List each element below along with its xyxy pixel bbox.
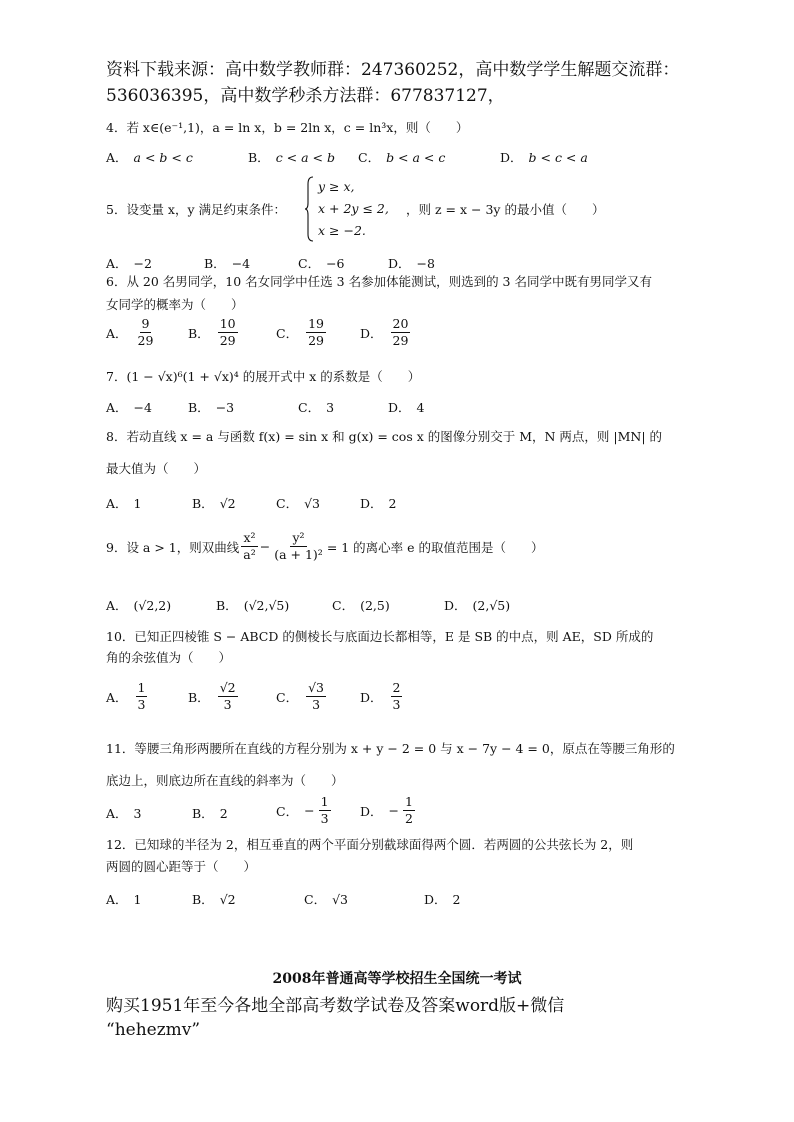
option-a: A． $\frac{9}{29}$ [106, 316, 154, 348]
fraction: $\frac{\text{y²}}{\text{(a + 1)²}}$ [274, 530, 323, 562]
option-c: C． 3 [298, 399, 335, 415]
option-a: A． −2 [106, 255, 152, 271]
option-d: D． 4 [388, 399, 425, 415]
question-12-line-1: 12．已知球的半径为 2，相互垂直的两个平面分别截球面得两个圆．若两圆的公共弦长为 2，则 [106, 837, 634, 852]
option-d: D． 2 [424, 891, 461, 907]
option-b: B． $\frac{10}{29}$ [188, 316, 236, 348]
option-d: D． $\frac{2}{3}$ [360, 680, 401, 712]
option-d: D． b < c < a [500, 149, 588, 165]
option-a: A． (√2,2) [106, 597, 172, 613]
option-d: D． − $\frac{1}{2}$ [360, 794, 413, 826]
constraint-2: x + 2y ≤ 2, [318, 201, 389, 216]
question-7-stem: 7．(1 − √x)⁶(1 + √x)⁴ 的展开式中 x 的系数是（ ） [106, 369, 421, 384]
question-10-line-2: 角的余弦值为（ ） [106, 650, 232, 665]
footer-line-1: 购买1951年至今各地全部高考数学试卷及答案word版+微信 [106, 996, 565, 1016]
question-10-line-1: 10．已知正四棱锥 S − ABCD 的侧棱长与底面边长都相等，E 是 SB 的中点，则 AE，SD 所成的 [106, 629, 654, 644]
option-d: D． 2 [360, 495, 397, 511]
constraint-1: y ≥ x, [318, 179, 355, 194]
brace-icon [304, 176, 314, 242]
option-a: A． 3 [106, 805, 142, 821]
question-11-line-1: 11．等腰三角形两腰所在直线的方程分别为 x + y − 2 = 0 与 x − 7y − 4 = 0，原点在等腰三角形的 [106, 741, 675, 756]
fraction: $\frac{1}{3}$ [320, 794, 329, 826]
question-6-line-1: 6．从 20 名男同学，10 名女同学中任选 3 名参加体能测试，则选到的 3 名同学中既有男同学又有 [106, 274, 652, 289]
fraction: $\frac{1}{3}$ [137, 680, 146, 712]
option-c: C． √3 [304, 891, 348, 907]
option-a: A． 1 [106, 891, 142, 907]
constraint-3: x ≥ −2. [318, 223, 366, 238]
question-11-line-2: 底边上，则底边所在直线的斜率为（ ） [106, 773, 344, 788]
exam-page: 资料下载来源：高中数学教师群：247360252，高中数学学生解题交流群： 536036395，高中数学秒杀方法群：677837127， 4．若 x∈(e⁻¹,1)，a = ln x，b = 2ln x，c = ln³x，则（ ） A． a < b < c B． c < a < b C． b < a < c D． b < c < a 5．设变量 x，y 满足约束条件： y ≥ x, x + 2y ≤ 2, x ≥ −2. ，则 z = x − 3y 的最小值（ ） A． −2 B． −4 C． −6 D． −8 6．从 20 名男同学，10 名女同学中任选 3 名参加体能测试，则选到的 3 名同学中既有男同学又有 女同学的概率为（ ） A． $\frac{9}{29}$ B． $\frac{10}{29}$ C． $\frac{19}{29}$ D． $\frac{20}{29}$ 7．(1 − √x)⁶(1 + √x)⁴ 的展开式中 x 的系数是（ ） A． −4 B． −3 C． 3 D． 4 8．若动直线 x = a 与函数 f(x) = sin x 和 g(x) = cos x 的图像分别交于 M，N 两点，则 |MN| 的 最大值为（ ） A． 1 B． √2 C． √3 D． 2 9．设 a > 1，则双曲线 $\frac{\text{x²}}{\text{a²}}$ − $\frac{\text{y²}}{\text{(a + 1)²}}$ = 1 的离心率 e 的取值范围是（ ） A． (√2,2) B． (√2,√5) C． (2,5) D． (2,√5) 10．已知正四棱锥 S − ABCD 的侧棱长与底面边长都相等，E 是 SB 的中点，则 AE，SD 所成的 角的余弦值为（ ） A． $\frac{1}{3}$ B． $\frac{√2}{3}$ C． $\frac{√3}{3}$ D． $\frac{2}{3}$ 11．等腰三角形两腰所在直线的方程分别为 x + y − 2 = 0 与 x − 7y − 4 = 0，原点在等腰三角形的 底边上，则底边所在直线的斜率为（ ） A． 3 B． 2 C． − $\frac{1}{3}$ D． − $\frac{1}{2}$ 12．已知球的半径为 2，相互垂直的两个平面分别截球面得两个圆．若两圆的公共弦长为 2，则 两圆的圆心距等于（ ） A． 1 B． √2 C． √3 D． 2 2008年普通高等学校招生全国统一考试 购买1951年至今各地全部高考数学试卷及答案word版+微信 “hehezmv” [0, 0, 794, 1122]
fraction: $\frac{2}{3}$ [392, 680, 401, 712]
question-6-line-2: 女同学的概率为（ ） [106, 297, 244, 312]
fraction: $\frac{1}{2}$ [405, 794, 413, 826]
option-d: D． (2,√5) [444, 597, 511, 613]
question-8-line-1: 8．若动直线 x = a 与函数 f(x) = sin x 和 g(x) = cos x 的图像分别交于 M，N 两点，则 |MN| 的 [106, 429, 663, 444]
option-b: B． √2 [192, 495, 236, 511]
fraction: $\frac{\text{x²}}{\text{a²}}$ [243, 530, 256, 562]
option-c: C． $\frac{√3}{3}$ [276, 680, 324, 712]
section-title: 2008年普通高等学校招生全国统一考试 [272, 971, 522, 987]
question-5-lead: 5．设变量 x，y 满足约束条件： [106, 202, 287, 217]
option-c: C． − $\frac{1}{3}$ [276, 794, 329, 826]
fraction: $\frac{√2}{3}$ [219, 680, 236, 712]
option-d: D． −8 [388, 255, 435, 271]
option-b: B． −4 [204, 255, 251, 271]
option-b: B． $\frac{√2}{3}$ [188, 680, 236, 712]
option-c: C． (2,5) [332, 597, 390, 613]
constraint-system [318, 176, 389, 242]
question-9-lead: 9．设 a > 1，则双曲线 [106, 539, 240, 555]
option-c: C． b < a < c [358, 149, 446, 165]
header-line-2: 536036395，高中数学秒杀方法群：677837127， [106, 86, 505, 106]
fraction: $\frac{19}{29}$ [308, 316, 324, 348]
option-a: A． 1 [106, 495, 142, 511]
option-c: C． √3 [276, 495, 320, 511]
question-5-tail: ，则 z = x − 3y 的最小值（ ） [406, 202, 605, 217]
option-c: C． $\frac{19}{29}$ [276, 316, 324, 348]
fraction: $\frac{20}{29}$ [392, 316, 409, 348]
footer-line-2: “hehezmv” [106, 1020, 201, 1040]
question-12-line-2: 两圆的圆心距等于（ ） [106, 859, 257, 874]
header-line-1: 资料下载来源：高中数学教师群：247360252，高中数学学生解题交流群： [106, 60, 680, 80]
fraction: $\frac{√3}{3}$ [308, 680, 324, 712]
option-c: C． −6 [298, 255, 345, 271]
fraction: $\frac{9}{29}$ [137, 316, 154, 348]
option-b: B． (√2,√5) [216, 597, 290, 613]
option-b: B． −3 [188, 399, 235, 415]
question-9-tail: = 1 的离心率 e 的取值范围是（ ） [326, 539, 544, 555]
option-d: D． $\frac{20}{29}$ [360, 316, 409, 348]
option-a: A． a < b < c [106, 149, 193, 165]
question-8-line-2: 最大值为（ ） [106, 461, 207, 476]
fraction: $\frac{10}{29}$ [219, 316, 236, 348]
option-b: B． c < a < b [248, 149, 335, 165]
option-b: B． 2 [192, 805, 228, 821]
question-4-stem: 4．若 x∈(e⁻¹,1)，a = ln x，b = 2ln x，c = ln³x，则（ ） [106, 120, 469, 135]
option-b: B． √2 [192, 891, 236, 907]
option-a: A． −4 [106, 399, 152, 415]
option-a: A． $\frac{1}{3}$ [106, 680, 146, 712]
